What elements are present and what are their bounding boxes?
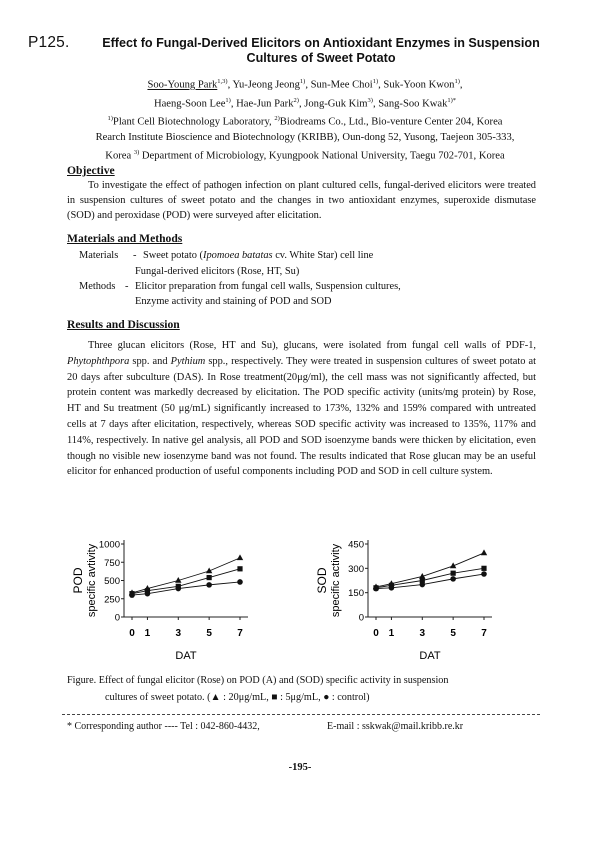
title-line-1: Effect fo Fungal-Derived Elicitors on Antioxidant Enzymes in Suspension — [102, 36, 540, 50]
species-name: Pythium — [170, 355, 206, 367]
title-line-2: Cultures of Sweet Potato — [246, 51, 396, 65]
page-number: -195- — [288, 762, 312, 773]
y-tick-label: 1000 — [98, 539, 120, 551]
data-point-circle — [419, 582, 425, 588]
x-tick-label: 1 — [144, 628, 151, 639]
results-text — [67, 338, 536, 480]
author-mark: 2) — [293, 96, 299, 104]
methods-item-1: Elicitor preparation from fungal cell walls, Suspension cultures, — [135, 281, 401, 292]
affiliation-text: Korea — [105, 150, 134, 162]
objective-text: To investigate the effect of pathogen infection on plant cultured cells, fungal-derived elicitors were treated in suspension cultures of sweet potato and the changes in two antioxidant enzymes, superoxide dismutase (SOD) and peroxidase (POD) were surveyed after elicitation. — [67, 180, 536, 221]
data-point-circle — [145, 591, 151, 597]
data-point-circle — [206, 582, 212, 588]
author-block — [70, 74, 540, 163]
x-tick-label: 0 — [373, 628, 379, 639]
affiliation-text: Biodreams Co., Ltd., Bio-venture Center 204, Korea — [279, 116, 503, 128]
aff-mark: 2) — [274, 115, 280, 123]
materials-text: Sweet potato ( — [143, 250, 204, 261]
materials-text: cv. White Star) cell line — [272, 250, 374, 261]
x-tick-label: 5 — [450, 628, 456, 639]
author-name: Soo-Young Park — [147, 79, 218, 91]
author-email: E-mail : sskwak@mail.kribb.re.kr — [327, 721, 464, 732]
results-heading: Results and Discussion — [67, 318, 180, 331]
species-name: Phytophthpora — [67, 355, 130, 367]
author-mark: 1) — [225, 96, 231, 104]
author-name: , Yu-Jeong Jeong — [227, 79, 300, 91]
data-point-square — [451, 571, 456, 576]
pod-chart-svg — [66, 532, 266, 662]
x-tick-label: 5 — [206, 628, 212, 639]
y-axis-label: specific avtivity — [86, 543, 98, 618]
author-name: , Jong-Guk Kim — [298, 98, 368, 110]
author-name: , Hae-Jun Park — [230, 98, 294, 110]
x-axis-label: DAT — [419, 650, 441, 662]
species-name: Ipomoea batatas — [203, 250, 273, 261]
figure-caption — [67, 672, 541, 706]
author-line-1: Soo-Young Park$^{1,3)}$, Yu-Jeong Jeong$^{1)}$, Sun-Mee Choi$^{1)}$, Suk-Yoon Kwon$^{1)}$, — [147, 78, 463, 91]
data-point-square — [207, 575, 212, 580]
sod-chart-svg — [310, 532, 510, 662]
x-tick-label: 3 — [175, 628, 182, 639]
affiliation-line-1 — [70, 111, 540, 130]
author-name: , Sun-Mee Choi — [305, 79, 373, 91]
sod-chart — [310, 532, 510, 662]
author-mark: 1)* — [447, 96, 457, 104]
affiliation-text: Plant Cell Biotechnology Laboratory, — [112, 116, 275, 128]
y-tick-label: 450 — [348, 539, 364, 551]
objective-heading: Objective — [67, 164, 115, 177]
caption-text: cultures of sweet potato. ( — [105, 692, 211, 703]
affiliation-text: Department of Microbiology, Kyungpook National University, Taegu 702-701, Korea — [139, 150, 505, 162]
y-tick-label: 750 — [104, 557, 120, 569]
circle-icon: ● — [323, 692, 330, 703]
y-tick-label: 250 — [104, 594, 120, 606]
results-text-part: spp., respectively. They were treated in suspension cultures of sweet potato at 20 days after subculture (DAS). In Rose treatment(20μg/ml), the cell mass was not significantly affected, but protein content was markedly decreased by elicitation. The POD specific activity (units/mg protein) by Rose, HT and Su treatment (50 μg/mL) significantly increased to 173%, 132% and 159% compared with untreated cells at 7 days after elicitation, respectively, whereas SOD specific activity was increased to 135%, 117% and 114%, respectively. In native gel analysis, all POD and SOD isoenzyme bands were thicken by elicitation, even though no visible new iosenzyme band was not found. The results indicated that Rose glucan may be an useful elicitor for enhanced production of useful components including POD and SOD in cell culture system. — [67, 355, 537, 478]
methods-dash: - — [125, 281, 129, 292]
data-point-triangle — [481, 549, 487, 555]
caption-line-1: Figure. Effect of fungal elicitor (Rose) on POD (A) and (SOD) specific activity in suspension — [67, 675, 449, 686]
results-text-part: spp. and — [129, 355, 171, 367]
footnote — [67, 721, 547, 732]
data-point-circle — [237, 579, 243, 585]
materials-item-2: Fungal-derived elicitors (Rose, HT, Su) — [135, 266, 300, 277]
author-mark: 1) — [299, 78, 306, 85]
caption-text: : 5μg/mL, — [277, 692, 324, 703]
y-axis-label: POD — [71, 567, 85, 594]
author-mark: 1,3) — [217, 78, 228, 85]
aff-mark: 1) — [107, 115, 113, 123]
affiliation-line-2: Rearch Institute Bioscience and Biotechnology (KRIBB), Oun-dong 52, Yusong, Taejeon 305-333, — [95, 131, 515, 143]
footnote-divider — [62, 714, 540, 715]
author-mark: 3) — [367, 96, 373, 104]
caption-text: : control) — [329, 692, 370, 703]
paper-header — [28, 36, 576, 66]
x-tick-label: 3 — [419, 628, 426, 639]
caption-text: : 20μg/mL, — [220, 692, 272, 703]
y-tick-label: 500 — [104, 576, 120, 587]
author-name: , Sang-Soo Kwak — [372, 98, 448, 110]
methods-label: Methods — [79, 281, 116, 292]
y-tick-label: 300 — [348, 563, 364, 575]
materials-dash: - — [133, 250, 137, 261]
data-point-square — [237, 566, 242, 571]
aff-mark: 3) — [133, 148, 140, 156]
x-axis-label: DAT — [175, 650, 197, 662]
y-tick-label: 0 — [114, 612, 120, 624]
data-point-square — [481, 566, 486, 571]
y-tick-label: 0 — [358, 612, 364, 624]
results-text-part: Three glucan elicitors (Rose, HT and Su), glucans, were isolated from fungal cell walls of PDF-1, — [88, 340, 536, 351]
pod-chart — [66, 532, 266, 662]
y-tick-label: 150 — [348, 588, 364, 600]
x-tick-label: 1 — [388, 628, 395, 639]
data-point-circle — [450, 576, 456, 582]
paper-id: P125. — [28, 34, 70, 51]
methods-item-2: Enzyme activity and staining of POD and SOD — [135, 296, 332, 307]
square-icon: ■ — [271, 692, 278, 703]
data-point-circle — [373, 586, 379, 592]
caption-line-2 — [67, 689, 541, 706]
author-name: , Suk-Yoon Kwon — [378, 79, 455, 91]
author-mark: 1) — [454, 78, 460, 85]
materials-item-1 — [143, 248, 373, 263]
materials-label: Materials — [79, 250, 119, 261]
data-point-circle — [389, 585, 395, 591]
paper-title — [66, 36, 576, 66]
y-axis-label: specific activity — [330, 543, 342, 618]
author-line-2 — [70, 93, 540, 112]
data-point-circle — [175, 586, 181, 592]
author-mark: 1) — [372, 78, 379, 85]
materials-heading: Materials and Methods — [67, 232, 183, 245]
y-axis-label: SOD — [315, 567, 329, 594]
corresponding-author-note: * Corresponding author ---- Tel : 042-860-4432, — [67, 721, 260, 732]
x-tick-label: 7 — [481, 628, 487, 639]
affiliation-line-3 — [70, 145, 540, 164]
triangle-icon: ▲ — [210, 692, 221, 703]
author-name: Haeng-Soon Lee — [153, 98, 226, 110]
data-point-circle — [129, 592, 135, 598]
data-point-triangle — [237, 554, 243, 560]
x-tick-label: 7 — [237, 628, 243, 639]
data-point-circle — [481, 571, 487, 577]
x-tick-label: 0 — [129, 628, 135, 639]
